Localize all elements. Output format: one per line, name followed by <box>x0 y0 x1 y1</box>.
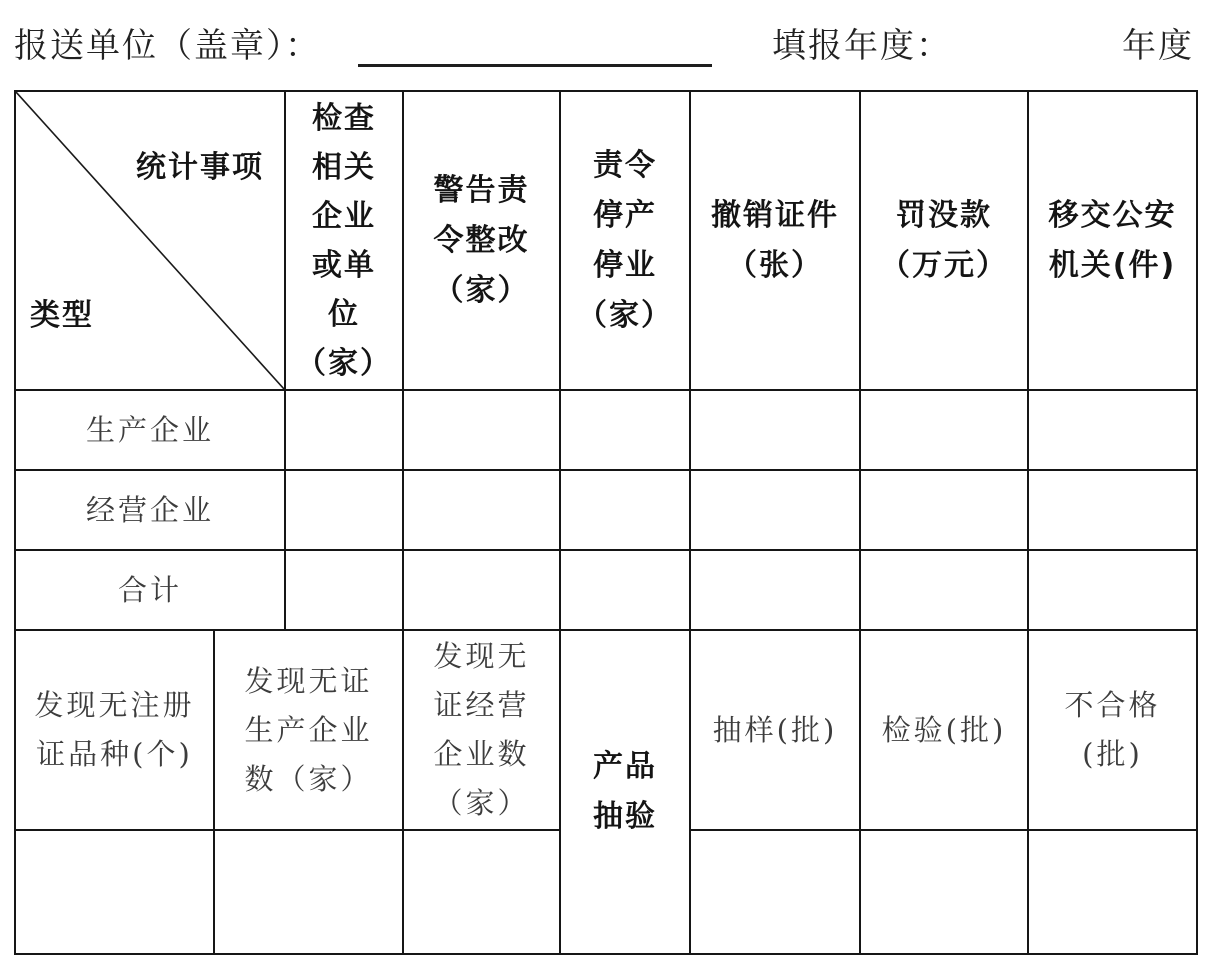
label-unlicensed-operators <box>404 631 559 829</box>
header-line: （万元） <box>880 247 1008 283</box>
header-revoked-certificates <box>691 92 859 389</box>
label-product-sampling-group <box>561 631 689 953</box>
cell-total-warned <box>404 551 559 629</box>
header-line: 停产 <box>593 197 657 233</box>
reporting-year-label: 填报年度： <box>772 26 952 66</box>
label-line: 发现无注册 <box>34 688 195 722</box>
label-line: 数（家） <box>244 761 373 796</box>
label-tested-batches <box>861 631 1027 829</box>
reporting-year-suffix: 年度 <box>1122 26 1194 66</box>
header-line: 检查 <box>312 100 376 136</box>
header-line: （家） <box>577 297 673 333</box>
cell-operating-revoked <box>691 471 859 549</box>
row-label: 合计 <box>117 572 182 607</box>
header-line: 罚没款 <box>896 197 992 233</box>
statistics-table <box>14 90 1198 955</box>
cell-operating-transferred <box>1029 471 1196 549</box>
cell-operating-suspended <box>561 471 689 549</box>
group-label-line: 产品 <box>593 749 657 784</box>
header-line: 企业 <box>312 198 376 234</box>
label-line: 生产企业 <box>244 712 373 747</box>
cell-operating-fines <box>861 471 1027 549</box>
reporting-unit-blank-line <box>358 64 712 67</box>
label-line: 证品种(个) <box>36 737 193 771</box>
row-axis-label: 类型 <box>30 298 94 333</box>
header-line: 警告责 <box>433 172 530 208</box>
corner-header-cell <box>16 92 284 389</box>
column-axis-label: 统计事项 <box>136 150 264 185</box>
value-unlicensed-operators <box>404 831 559 953</box>
header-line: （家） <box>433 272 530 308</box>
value-tested-batches <box>861 831 1027 953</box>
cell-production-warned <box>404 391 559 469</box>
cell-production-suspended <box>561 391 689 469</box>
label-line: 发现无证 <box>244 663 373 698</box>
value-unlicensed-producers <box>215 831 402 953</box>
label-line: 证经营 <box>433 688 530 722</box>
label-sampled-batches <box>691 631 859 829</box>
label-line: (批) <box>1082 737 1143 771</box>
cell-total-suspended <box>561 551 689 629</box>
cell-operating-warned <box>404 471 559 549</box>
label-unlicensed-producers <box>215 631 402 829</box>
header-line: 或单 <box>312 247 376 283</box>
header-inspected-units <box>286 92 402 389</box>
row-label-total <box>16 551 284 629</box>
cell-total-revoked <box>691 551 859 629</box>
cell-operating-inspected <box>286 471 402 549</box>
cell-total-transferred <box>1029 551 1196 629</box>
header-warned-rectify <box>404 92 559 389</box>
label-line: 不合格 <box>1064 688 1161 722</box>
cell-total-fines <box>861 551 1027 629</box>
group-label-line: 抽验 <box>593 799 657 834</box>
header-line: 责令 <box>593 147 657 183</box>
header-line: 位 <box>328 296 360 332</box>
row-label: 生产企业 <box>85 412 214 447</box>
label-line: （家） <box>433 786 530 820</box>
value-unregistered-varieties <box>16 831 213 953</box>
header-ordered-suspend <box>561 92 689 389</box>
cell-production-fines <box>861 391 1027 469</box>
label-unregistered-varieties <box>16 631 213 829</box>
label-line: 检验(批) <box>881 712 1007 747</box>
header-line: 移交公安 <box>1048 197 1177 233</box>
cell-total-inspected <box>286 551 402 629</box>
value-unqualified-batches <box>1029 831 1196 953</box>
diagonal-divider-line <box>16 92 284 389</box>
cell-production-transferred <box>1029 391 1196 469</box>
label-line: 企业数 <box>433 737 530 771</box>
value-sampled-batches <box>691 831 859 953</box>
header-line: 停业 <box>593 247 657 283</box>
header-line: 令整改 <box>433 222 530 258</box>
header-line: （张） <box>727 247 823 283</box>
header-line: 机关(件) <box>1048 247 1177 283</box>
label-line: 抽样(批) <box>712 712 838 747</box>
label-unqualified-batches <box>1029 631 1196 829</box>
cell-production-revoked <box>691 391 859 469</box>
row-label: 经营企业 <box>85 492 214 527</box>
row-label-production-enterprise <box>16 391 284 469</box>
header-fines-confiscations <box>861 92 1027 389</box>
cell-production-inspected <box>286 391 402 469</box>
row-label-operating-enterprise <box>16 471 284 549</box>
header-line: 相关 <box>312 149 376 185</box>
label-line: 发现无 <box>433 639 530 673</box>
reporting-unit-label: 报送单位（盖章）： <box>14 26 321 66</box>
header-line: 撤销证件 <box>711 197 839 233</box>
header-transferred-police <box>1029 92 1196 389</box>
header-line: （家） <box>296 345 392 381</box>
